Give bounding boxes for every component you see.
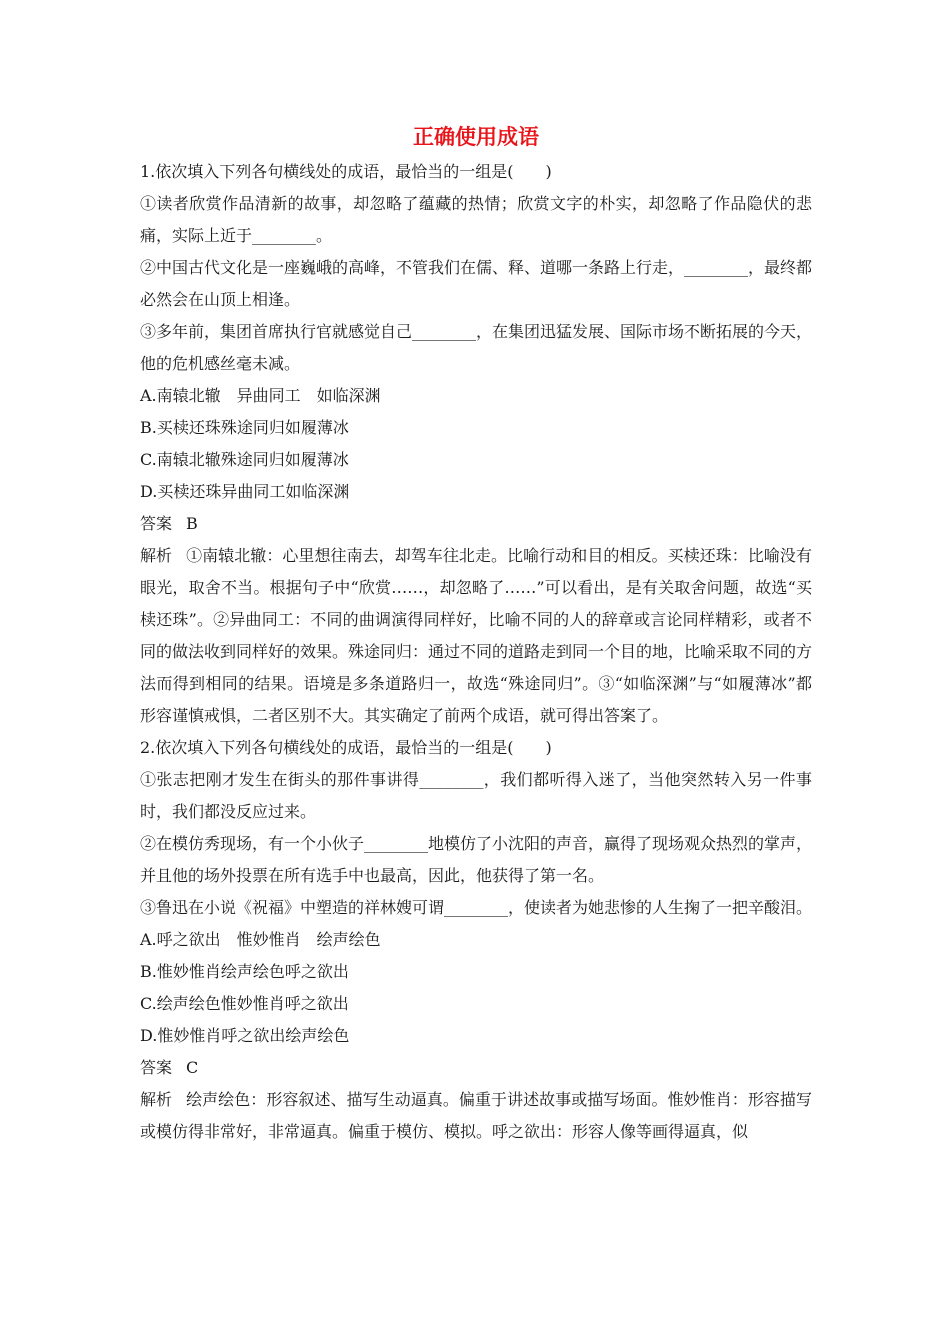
analysis-text: ①南辕北辙：心里想往南去，却驾车往北走。比喻行动和目的相反。买椟还珠：比喻没有眼光，取舍不当。根据句子中“欣赏……，却忽略了……”可以看出，是有关取舍问题，故选“买椟还珠”。②异曲同工：不同的曲调演得同样好，比喻不同的人的辞章或言论同样精彩，或者不同的做法收到同样好的效果。殊途同归：通过不同的道路走到同一个目的地，比喻采取不同的方法而得到相同的结果。语境是多条道路归一，故选“殊途同归”。③“如临深渊”与“如履薄冰”都形容谨慎戒惧，二者区别不大。其实确定了前两个成语，就可得出答案了。 xyxy=(140,546,813,725)
analysis-paragraph xyxy=(140,1084,812,1148)
option-c: C.绘声绘色惟妙惟肖呼之欲出 xyxy=(140,994,349,1013)
question-sentence: ①张志把刚才发生在街头的那件事讲得________，我们都听得入迷了，当他突然转入另一件事时，我们都没反应过来。 xyxy=(140,770,812,821)
question-sentence: ③多年前，集团首席执行官就感觉自己________，在集团迅猛发展、国际市场不断拓展的今天，他的危机感丝毫未减。 xyxy=(140,322,813,373)
option-d: D.买椟还珠异曲同工如临深渊 xyxy=(140,482,350,501)
analysis-label: 解析 xyxy=(140,546,173,565)
question-sentence: ②在模仿秀现场，有一个小伙子________地模仿了小沈阳的声音，赢得了现场观众热烈的掌声，并且他的场外投票在所有选手中也最高，因此，他获得了第一名。 xyxy=(140,834,813,885)
question-stem: 1.依次填入下列各句横线处的成语，最恰当的一组是( ) xyxy=(140,162,552,181)
question-sentence: ②中国古代文化是一座巍峨的高峰，不管我们在儒、释、道哪一条路上行走，________，最终都必然会在山顶上相逢。 xyxy=(140,258,813,309)
answer-value: C xyxy=(186,1058,199,1077)
analysis-label: 解析 xyxy=(140,1090,173,1109)
option-a: A.呼之欲出 惟妙惟肖 绘声绘色 xyxy=(140,930,381,949)
document-title: 正确使用成语 xyxy=(413,125,539,149)
question-sentence: ③鲁迅在小说《祝福》中塑造的祥林嫂可谓________，使读者为她悲惨的人生掬了一把辛酸泪。 xyxy=(140,898,813,917)
question-stem: 2.依次填入下列各句横线处的成语，最恰当的一组是( ) xyxy=(140,738,552,757)
question-sentence: ①读者欣赏作品清新的故事，却忽略了蕴藏的热情；欣赏文字的朴实，却忽略了作品隐伏的悲痛，实际上近于________。 xyxy=(140,194,812,245)
option-b: B.惟妙惟肖绘声绘色呼之欲出 xyxy=(140,962,349,981)
option-d: D.惟妙惟肖呼之欲出绘声绘色 xyxy=(140,1026,350,1045)
document-page xyxy=(140,122,812,1148)
answer-line xyxy=(140,508,812,540)
analysis-text: 绘声绘色：形容叙述、描写生动逼真。偏重于讲述故事或描写场面。惟妙惟肖：形容描写或模仿得非常好，非常逼真。偏重于模仿、模拟。呼之欲出：形容人像等画得逼真，似 xyxy=(140,1090,812,1141)
answer-label: 答案 xyxy=(140,1058,173,1077)
answer-value: B xyxy=(186,514,198,533)
option-c: C.南辕北辙殊途同归如履薄冰 xyxy=(140,450,349,469)
answer-line xyxy=(140,1052,812,1084)
question-2 xyxy=(140,732,812,1148)
option-b: B.买椟还珠殊途同归如履薄冰 xyxy=(140,418,349,437)
analysis-paragraph xyxy=(140,540,812,732)
answer-label: 答案 xyxy=(140,514,173,533)
option-a: A.南辕北辙 异曲同工 如临深渊 xyxy=(140,386,381,405)
question-1 xyxy=(140,156,812,732)
